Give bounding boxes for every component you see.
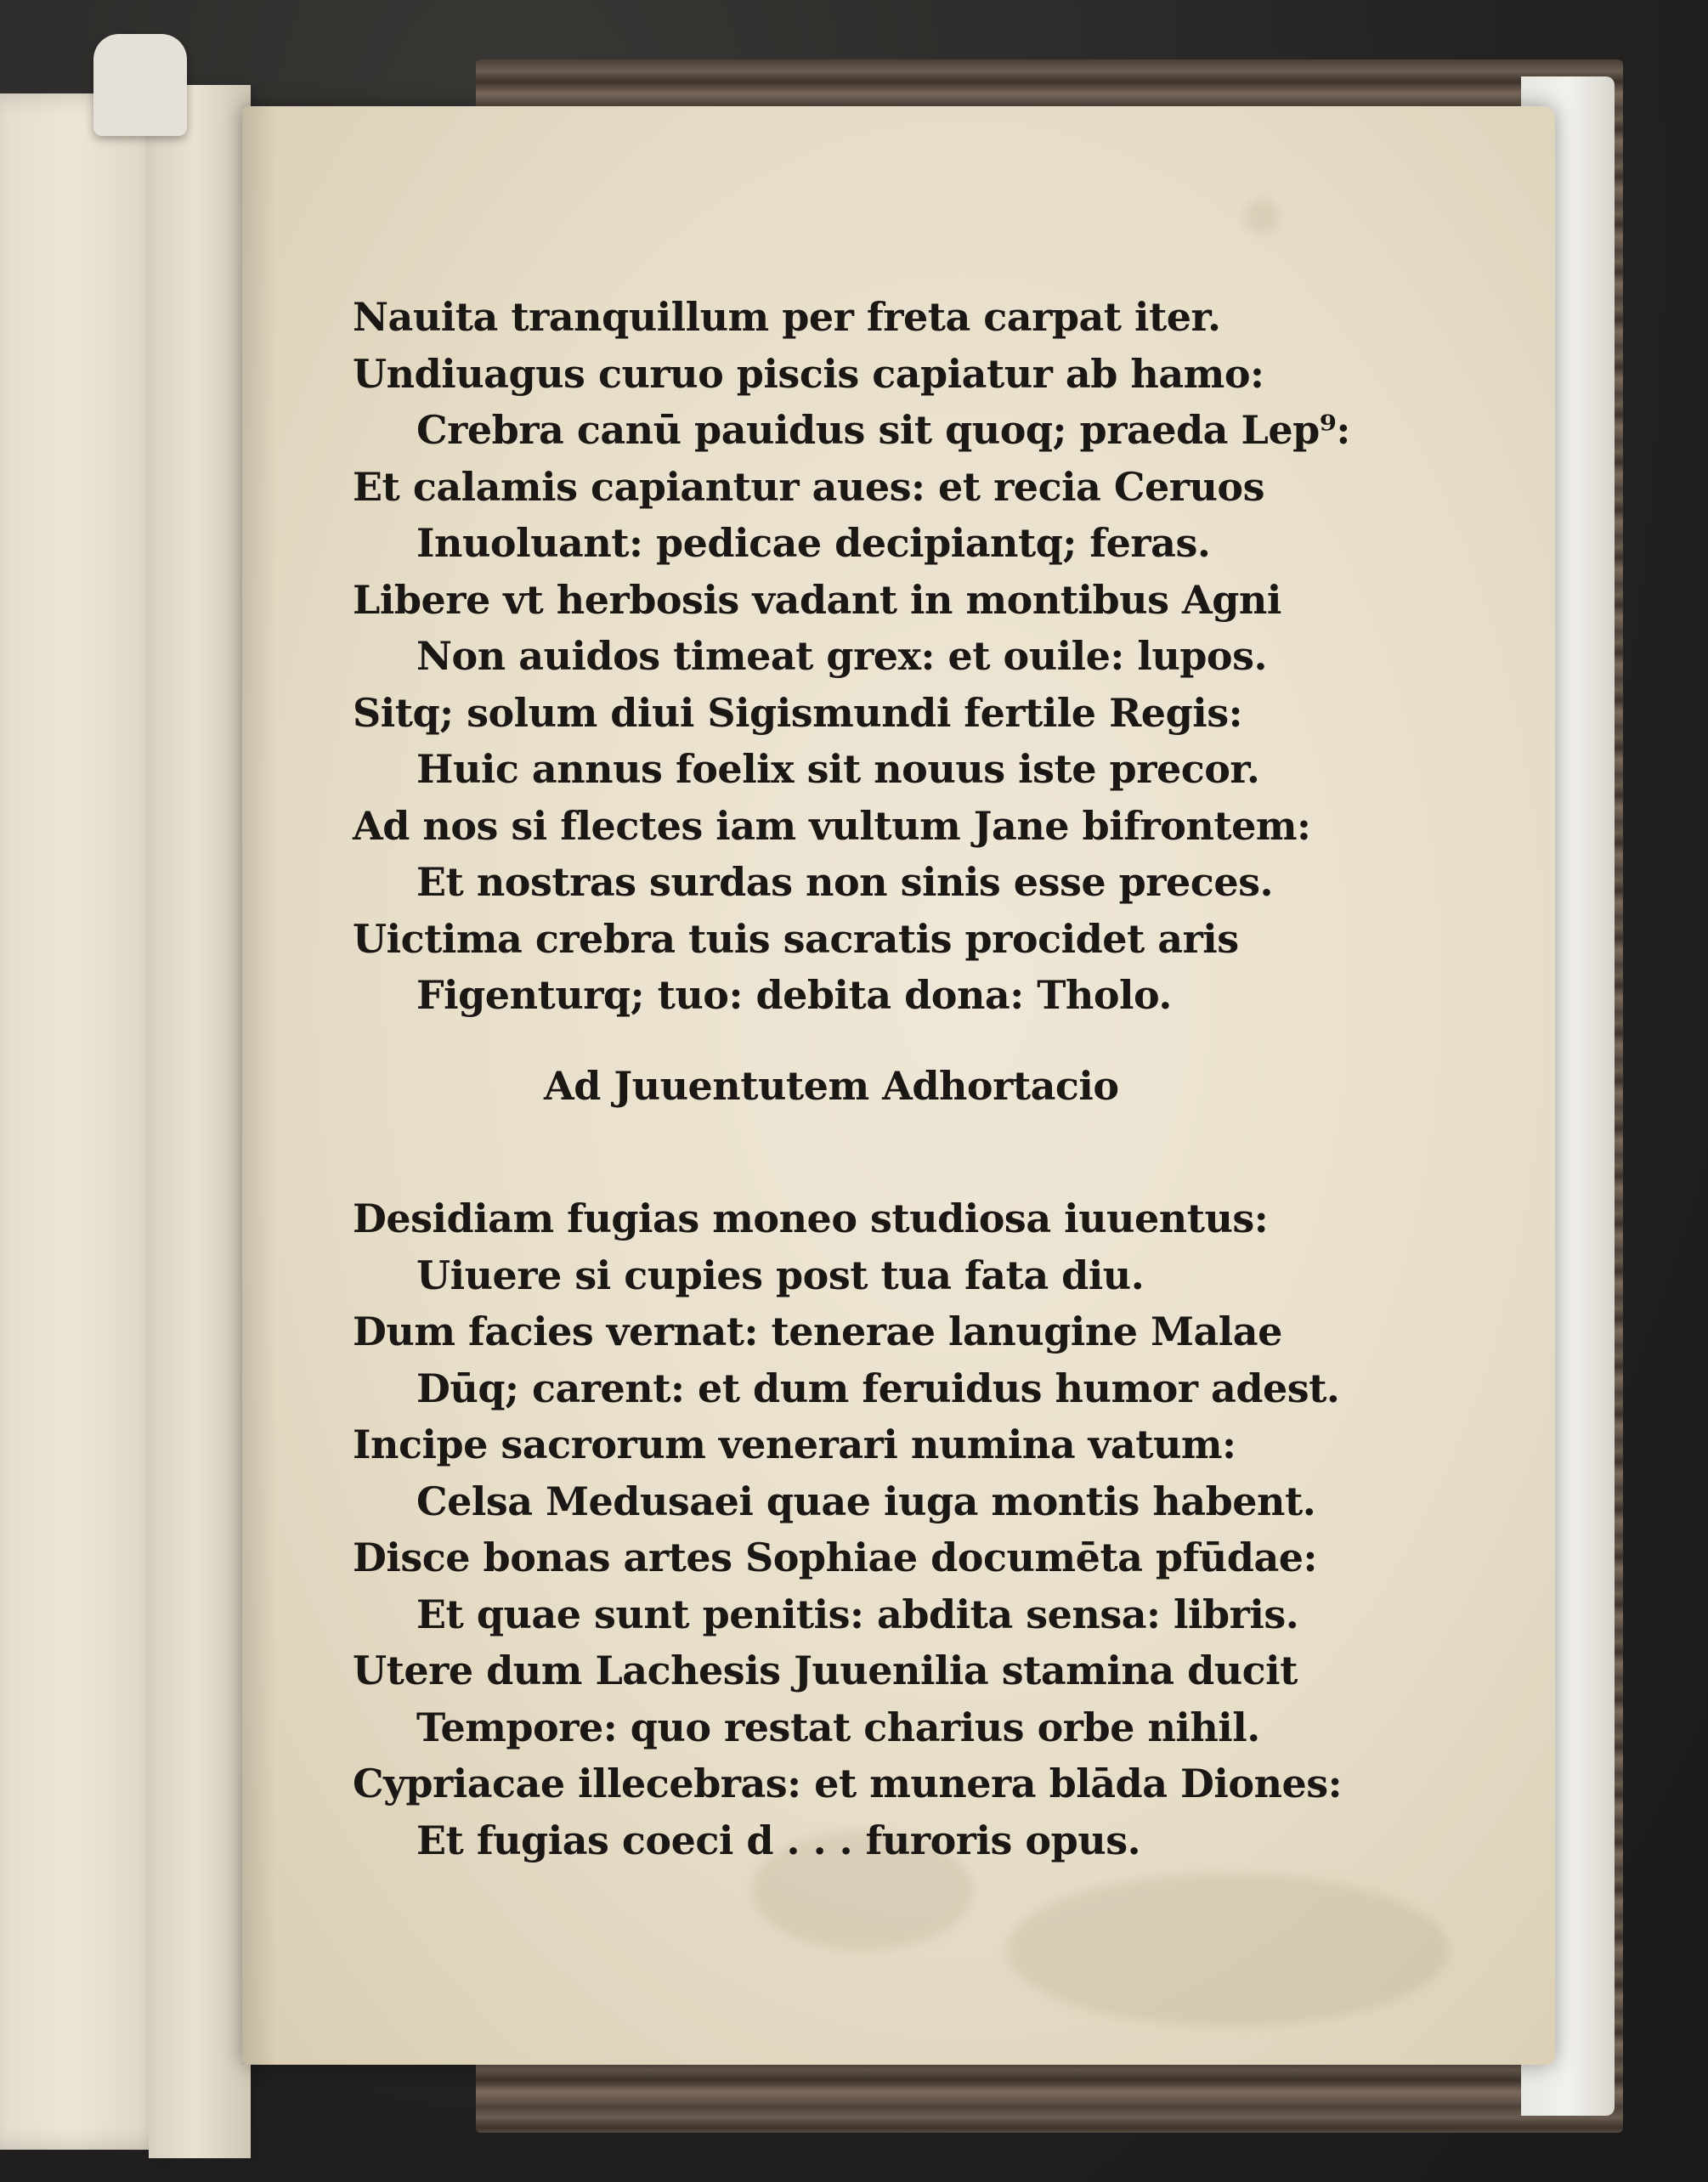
poem-line: Nauita tranquillum per freta carpat iter. <box>353 294 1221 340</box>
poem-line: Ad nos si flectes iam vultum Jane bifrontem: <box>353 802 1311 849</box>
exhortation-line: Dūq; carent: et dum feruidus humor adest. <box>416 1365 1340 1411</box>
page-fold-shadow <box>242 106 276 2065</box>
printed-text <box>353 289 1457 1868</box>
poem-line: Undiuagus curuo piscis capiatur ab hamo: <box>353 350 1264 397</box>
poem-line: Libere vt herbosis vadant in montibus Agni <box>353 576 1281 623</box>
poem-line: Crebra canū pauidus sit quoq; praeda Lep⁹: <box>416 407 1350 453</box>
poem-line: Non auidos timeat grex: et ouile: lupos. <box>416 633 1268 679</box>
poem-line: Et nostras surdas non sinis esse preces. <box>416 859 1273 905</box>
exhortation-line: Uiuere si cupies post tua fata diu. <box>416 1252 1145 1298</box>
exhortation-line: Utere dum Lachesis Juuenilia stamina ducit <box>353 1648 1298 1693</box>
section-heading: Ad Juuentutem Adhortacio <box>544 1062 1119 1109</box>
recto-page <box>242 106 1555 2065</box>
exhortation-line: Cypriacae illecebras: et munera blāda Diones: <box>353 1761 1343 1806</box>
exhortation-line: Disce bonas artes Sophiae documēta pfūdae: <box>353 1535 1318 1580</box>
poem-line: Huic annus foelix sit nouus iste precor. <box>416 746 1260 792</box>
paper-stain <box>1007 1874 1449 2027</box>
exhortation-line: Et fugias coeci d . . . furoris opus. <box>416 1817 1141 1863</box>
exhortation-line: Celsa Medusaei quae iuga montis habent. <box>416 1478 1316 1524</box>
exhortation-line: Dum facies vernat: tenerae lanugine Malae <box>353 1309 1282 1354</box>
exhortation-line: Tempore: quo restat charius orbe nihil. <box>416 1704 1260 1750</box>
exhortation-line: Desidiam fugias moneo studiosa iuuentus: <box>353 1196 1269 1241</box>
paper-stain <box>1245 200 1279 234</box>
exhortation-line: Et quae sunt penitis: abdita sensa: libris. <box>416 1591 1299 1637</box>
exhortation-line: Incipe sacrorum venerari numina vatum: <box>353 1422 1236 1467</box>
poem-line: Uictima crebra tuis sacratis procidet aris <box>353 915 1239 962</box>
book-gutter <box>149 85 251 2158</box>
poem-line: Sitq; solum diui Sigismundi fertile Regis: <box>353 689 1243 736</box>
spine-cap <box>93 34 187 136</box>
poem-line: Et calamis capiantur aues: et recia Ceruos <box>353 463 1265 510</box>
poem-line: Figenturq; tuo: debita dona: Tholo. <box>416 972 1172 1018</box>
poem-line: Inuoluant: pedicae decipiantq; feras. <box>416 520 1211 566</box>
